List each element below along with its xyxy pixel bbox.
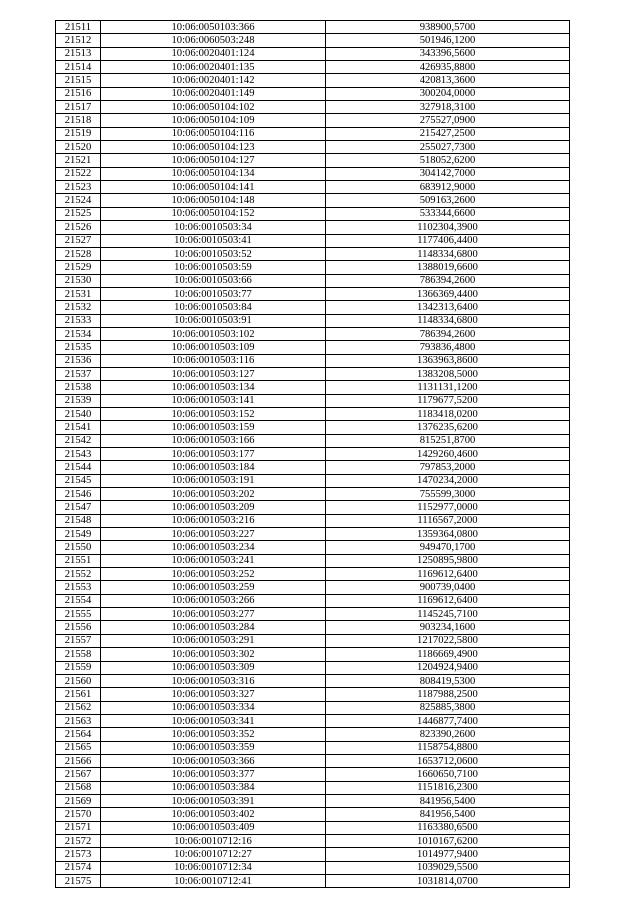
table-row bbox=[56, 861, 570, 874]
table-row bbox=[56, 234, 570, 247]
cadastral-number-cell: 10:06:0010503:352 bbox=[101, 728, 326, 741]
value-cell: 1148334,6800 bbox=[326, 247, 570, 260]
row-number-cell: 21538 bbox=[56, 381, 101, 394]
cadastral-number-cell: 10:06:0010503:109 bbox=[101, 341, 326, 354]
cadastral-number-cell: 10:06:0010503:284 bbox=[101, 621, 326, 634]
value-cell: 1470234,2000 bbox=[326, 474, 570, 487]
table-row bbox=[56, 367, 570, 380]
table-row bbox=[56, 488, 570, 501]
value-cell: 1031814,0700 bbox=[326, 875, 570, 888]
table-row bbox=[56, 21, 570, 34]
value-cell: 683912,9000 bbox=[326, 181, 570, 194]
row-number-cell: 21547 bbox=[56, 501, 101, 514]
row-number-cell: 21531 bbox=[56, 287, 101, 300]
table-row bbox=[56, 728, 570, 741]
table-row bbox=[56, 141, 570, 154]
cadastral-number-cell: 10:06:0050104:134 bbox=[101, 167, 326, 180]
row-number-cell: 21529 bbox=[56, 261, 101, 274]
cadastral-number-cell: 10:06:0010503:127 bbox=[101, 367, 326, 380]
value-cell: 1102304,3900 bbox=[326, 221, 570, 234]
table-row bbox=[56, 421, 570, 434]
cadastral-number-cell: 10:06:0010503:277 bbox=[101, 608, 326, 621]
table-row bbox=[56, 341, 570, 354]
cadastral-number-cell: 10:06:0050104:141 bbox=[101, 181, 326, 194]
value-cell: 1152977,0000 bbox=[326, 501, 570, 514]
table-row bbox=[56, 568, 570, 581]
value-cell: 1204924,9400 bbox=[326, 661, 570, 674]
row-number-cell: 21544 bbox=[56, 461, 101, 474]
cadastral-number-cell: 10:06:0050104:102 bbox=[101, 101, 326, 114]
cadastral-number-cell: 10:06:0020401:149 bbox=[101, 87, 326, 100]
cadastral-number-cell: 10:06:0050104:152 bbox=[101, 207, 326, 220]
row-number-cell: 21567 bbox=[56, 768, 101, 781]
cadastral-number-cell: 10:06:0010503:152 bbox=[101, 407, 326, 420]
row-number-cell: 21551 bbox=[56, 554, 101, 567]
cadastral-number-cell: 10:06:0020401:135 bbox=[101, 61, 326, 74]
cadastral-number-cell: 10:06:0010503:391 bbox=[101, 794, 326, 807]
table-row bbox=[56, 301, 570, 314]
row-number-cell: 21536 bbox=[56, 354, 101, 367]
row-number-cell: 21528 bbox=[56, 247, 101, 260]
table-row bbox=[56, 674, 570, 687]
row-number-cell: 21522 bbox=[56, 167, 101, 180]
table-row bbox=[56, 314, 570, 327]
value-cell: 1376235,6200 bbox=[326, 421, 570, 434]
value-cell: 1169612,6400 bbox=[326, 568, 570, 581]
table-row bbox=[56, 701, 570, 714]
cadastral-number-cell: 10:06:0050104:109 bbox=[101, 114, 326, 127]
row-number-cell: 21542 bbox=[56, 434, 101, 447]
cadastral-number-cell: 10:06:0010503:366 bbox=[101, 754, 326, 767]
cadastral-number-cell: 10:06:0010712:27 bbox=[101, 848, 326, 861]
table-row bbox=[56, 221, 570, 234]
table-row bbox=[56, 634, 570, 647]
table-row bbox=[56, 381, 570, 394]
cadastral-number-cell: 10:06:0010503:77 bbox=[101, 287, 326, 300]
row-number-cell: 21573 bbox=[56, 848, 101, 861]
table-row bbox=[56, 581, 570, 594]
table-row bbox=[56, 661, 570, 674]
value-cell: 1177406,4400 bbox=[326, 234, 570, 247]
cadastral-number-cell: 10:06:0010503:159 bbox=[101, 421, 326, 434]
cadastral-number-cell: 10:06:0010503:227 bbox=[101, 528, 326, 541]
table-row bbox=[56, 448, 570, 461]
cadastral-number-cell: 10:06:0010503:259 bbox=[101, 581, 326, 594]
row-number-cell: 21527 bbox=[56, 234, 101, 247]
table-row bbox=[56, 554, 570, 567]
value-cell: 755599,3000 bbox=[326, 488, 570, 501]
value-cell: 1116567,2000 bbox=[326, 514, 570, 527]
value-cell: 900739,0400 bbox=[326, 581, 570, 594]
value-cell: 275527,0900 bbox=[326, 114, 570, 127]
table-row bbox=[56, 61, 570, 74]
cadastral-number-cell: 10:06:0010503:409 bbox=[101, 821, 326, 834]
value-cell: 1660650,7100 bbox=[326, 768, 570, 781]
table-row bbox=[56, 394, 570, 407]
table-row bbox=[56, 274, 570, 287]
row-number-cell: 21537 bbox=[56, 367, 101, 380]
cadastral-number-cell: 10:06:0010503:84 bbox=[101, 301, 326, 314]
table-row bbox=[56, 608, 570, 621]
value-cell: 938900,5700 bbox=[326, 21, 570, 34]
table-row bbox=[56, 194, 570, 207]
cadastral-number-cell: 10:06:0010503:384 bbox=[101, 781, 326, 794]
row-number-cell: 21519 bbox=[56, 127, 101, 140]
cadastral-number-cell: 10:06:0010503:141 bbox=[101, 394, 326, 407]
table-row bbox=[56, 154, 570, 167]
cadastral-number-cell: 10:06:0010503:52 bbox=[101, 247, 326, 260]
cadastral-number-cell: 10:06:0010503:316 bbox=[101, 674, 326, 687]
table-row bbox=[56, 768, 570, 781]
row-number-cell: 21561 bbox=[56, 688, 101, 701]
cadastral-number-cell: 10:06:0010712:34 bbox=[101, 861, 326, 874]
table-row bbox=[56, 821, 570, 834]
row-number-cell: 21569 bbox=[56, 794, 101, 807]
value-cell: 518052,6200 bbox=[326, 154, 570, 167]
row-number-cell: 21565 bbox=[56, 741, 101, 754]
value-cell: 1342313,6400 bbox=[326, 301, 570, 314]
table-row bbox=[56, 541, 570, 554]
table-row bbox=[56, 501, 570, 514]
table-row bbox=[56, 407, 570, 420]
cadastral-number-cell: 10:06:0050104:127 bbox=[101, 154, 326, 167]
cadastral-number-cell: 10:06:0050104:116 bbox=[101, 127, 326, 140]
cadastral-number-cell: 10:06:0010503:166 bbox=[101, 434, 326, 447]
table-row bbox=[56, 74, 570, 87]
table-row bbox=[56, 434, 570, 447]
row-number-cell: 21555 bbox=[56, 608, 101, 621]
cadastral-number-cell: 10:06:0020401:142 bbox=[101, 74, 326, 87]
value-cell: 1039029,5500 bbox=[326, 861, 570, 874]
table-row bbox=[56, 741, 570, 754]
row-number-cell: 21550 bbox=[56, 541, 101, 554]
row-number-cell: 21553 bbox=[56, 581, 101, 594]
value-cell: 841956,5400 bbox=[326, 794, 570, 807]
cadastral-number-cell: 10:06:0010503:216 bbox=[101, 514, 326, 527]
table-row bbox=[56, 528, 570, 541]
row-number-cell: 21514 bbox=[56, 61, 101, 74]
value-cell: 1151816,2300 bbox=[326, 781, 570, 794]
cadastral-number-cell: 10:06:0020401:124 bbox=[101, 47, 326, 60]
value-cell: 903234,1600 bbox=[326, 621, 570, 634]
value-cell: 255027,7300 bbox=[326, 141, 570, 154]
table-row bbox=[56, 848, 570, 861]
row-number-cell: 21558 bbox=[56, 648, 101, 661]
table-row bbox=[56, 834, 570, 847]
cadastral-number-cell: 10:06:0010503:91 bbox=[101, 314, 326, 327]
row-number-cell: 21572 bbox=[56, 834, 101, 847]
row-number-cell: 21516 bbox=[56, 87, 101, 100]
cadastral-number-cell: 10:06:0010503:359 bbox=[101, 741, 326, 754]
row-number-cell: 21541 bbox=[56, 421, 101, 434]
cadastral-number-cell: 10:06:0050104:148 bbox=[101, 194, 326, 207]
table-row bbox=[56, 181, 570, 194]
row-number-cell: 21549 bbox=[56, 528, 101, 541]
cadastral-number-cell: 10:06:0010503:402 bbox=[101, 808, 326, 821]
row-number-cell: 21518 bbox=[56, 114, 101, 127]
row-number-cell: 21545 bbox=[56, 474, 101, 487]
table-row bbox=[56, 781, 570, 794]
row-number-cell: 21562 bbox=[56, 701, 101, 714]
table-row bbox=[56, 594, 570, 607]
cadastral-number-cell: 10:06:0010503:334 bbox=[101, 701, 326, 714]
table-row bbox=[56, 474, 570, 487]
cadastral-number-cell: 10:06:0010503:191 bbox=[101, 474, 326, 487]
value-cell: 797853,2000 bbox=[326, 461, 570, 474]
row-number-cell: 21534 bbox=[56, 327, 101, 340]
row-number-cell: 21571 bbox=[56, 821, 101, 834]
cadastral-number-cell: 10:06:0010503:202 bbox=[101, 488, 326, 501]
cadastral-number-cell: 10:06:0010503:184 bbox=[101, 461, 326, 474]
value-cell: 1145245,7100 bbox=[326, 608, 570, 621]
cadastral-number-cell: 10:06:0010503:252 bbox=[101, 568, 326, 581]
table-body bbox=[56, 21, 570, 888]
value-cell: 1183418,0200 bbox=[326, 407, 570, 420]
row-number-cell: 21523 bbox=[56, 181, 101, 194]
row-number-cell: 21530 bbox=[56, 274, 101, 287]
value-cell: 1014977,9400 bbox=[326, 848, 570, 861]
value-cell: 1158754,8800 bbox=[326, 741, 570, 754]
table-row bbox=[56, 514, 570, 527]
cadastral-number-cell: 10:06:0050103:366 bbox=[101, 21, 326, 34]
table-row bbox=[56, 875, 570, 888]
table-row bbox=[56, 688, 570, 701]
row-number-cell: 21526 bbox=[56, 221, 101, 234]
row-number-cell: 21513 bbox=[56, 47, 101, 60]
row-number-cell: 21556 bbox=[56, 621, 101, 634]
value-cell: 1186669,4900 bbox=[326, 648, 570, 661]
row-number-cell: 21539 bbox=[56, 394, 101, 407]
row-number-cell: 21543 bbox=[56, 448, 101, 461]
value-cell: 420813,3600 bbox=[326, 74, 570, 87]
row-number-cell: 21564 bbox=[56, 728, 101, 741]
value-cell: 533344,6600 bbox=[326, 207, 570, 220]
row-number-cell: 21568 bbox=[56, 781, 101, 794]
row-number-cell: 21554 bbox=[56, 594, 101, 607]
row-number-cell: 21560 bbox=[56, 674, 101, 687]
cadastral-number-cell: 10:06:0050104:123 bbox=[101, 141, 326, 154]
cadastral-number-cell: 10:06:0010503:327 bbox=[101, 688, 326, 701]
value-cell: 825885,3800 bbox=[326, 701, 570, 714]
table-row bbox=[56, 648, 570, 661]
table-row bbox=[56, 808, 570, 821]
value-cell: 841956,5400 bbox=[326, 808, 570, 821]
row-number-cell: 21520 bbox=[56, 141, 101, 154]
row-number-cell: 21575 bbox=[56, 875, 101, 888]
row-number-cell: 21548 bbox=[56, 514, 101, 527]
row-number-cell: 21535 bbox=[56, 341, 101, 354]
cadastral-number-cell: 10:06:0010503:241 bbox=[101, 554, 326, 567]
row-number-cell: 21521 bbox=[56, 154, 101, 167]
value-cell: 300204,0000 bbox=[326, 87, 570, 100]
cadastral-number-cell: 10:06:0010503:66 bbox=[101, 274, 326, 287]
cadastral-number-cell: 10:06:0010503:266 bbox=[101, 594, 326, 607]
value-cell: 793836,4800 bbox=[326, 341, 570, 354]
table-row bbox=[56, 101, 570, 114]
row-number-cell: 21512 bbox=[56, 34, 101, 47]
row-number-cell: 21557 bbox=[56, 634, 101, 647]
table-row bbox=[56, 287, 570, 300]
value-cell: 1131131,1200 bbox=[326, 381, 570, 394]
value-cell: 823390,2600 bbox=[326, 728, 570, 741]
value-cell: 509163,2600 bbox=[326, 194, 570, 207]
value-cell: 215427,2500 bbox=[326, 127, 570, 140]
cadastral-number-cell: 10:06:0010503:59 bbox=[101, 261, 326, 274]
value-cell: 1383208,5000 bbox=[326, 367, 570, 380]
row-number-cell: 21574 bbox=[56, 861, 101, 874]
cadastral-number-cell: 10:06:0010712:16 bbox=[101, 834, 326, 847]
row-number-cell: 21540 bbox=[56, 407, 101, 420]
cadastral-number-cell: 10:06:0010503:234 bbox=[101, 541, 326, 554]
value-cell: 1653712,0600 bbox=[326, 754, 570, 767]
row-number-cell: 21559 bbox=[56, 661, 101, 674]
value-cell: 1429260,4600 bbox=[326, 448, 570, 461]
table-row bbox=[56, 114, 570, 127]
cadastral-value-table bbox=[55, 20, 570, 888]
value-cell: 327918,3100 bbox=[326, 101, 570, 114]
cadastral-number-cell: 10:06:0010503:209 bbox=[101, 501, 326, 514]
table-row bbox=[56, 327, 570, 340]
table-row bbox=[56, 714, 570, 727]
value-cell: 815251,8700 bbox=[326, 434, 570, 447]
table-row bbox=[56, 247, 570, 260]
value-cell: 304142,7000 bbox=[326, 167, 570, 180]
cadastral-number-cell: 10:06:0010503:291 bbox=[101, 634, 326, 647]
table-row bbox=[56, 207, 570, 220]
cadastral-number-cell: 10:06:0010503:102 bbox=[101, 327, 326, 340]
cadastral-number-cell: 10:06:0010503:177 bbox=[101, 448, 326, 461]
table-row bbox=[56, 47, 570, 60]
value-cell: 1179677,5200 bbox=[326, 394, 570, 407]
value-cell: 786394,2600 bbox=[326, 274, 570, 287]
table-row bbox=[56, 127, 570, 140]
value-cell: 1217022,5800 bbox=[326, 634, 570, 647]
cadastral-number-cell: 10:06:0010503:34 bbox=[101, 221, 326, 234]
row-number-cell: 21570 bbox=[56, 808, 101, 821]
cadastral-number-cell: 10:06:0010503:302 bbox=[101, 648, 326, 661]
value-cell: 1169612,6400 bbox=[326, 594, 570, 607]
row-number-cell: 21546 bbox=[56, 488, 101, 501]
cadastral-number-cell: 10:06:0010503:341 bbox=[101, 714, 326, 727]
value-cell: 1187988,2500 bbox=[326, 688, 570, 701]
table-row bbox=[56, 167, 570, 180]
value-cell: 501946,1200 bbox=[326, 34, 570, 47]
value-cell: 1163380,6500 bbox=[326, 821, 570, 834]
cadastral-number-cell: 10:06:0060503:248 bbox=[101, 34, 326, 47]
row-number-cell: 21552 bbox=[56, 568, 101, 581]
cadastral-number-cell: 10:06:0010503:134 bbox=[101, 381, 326, 394]
table-row bbox=[56, 354, 570, 367]
table-row bbox=[56, 754, 570, 767]
row-number-cell: 21515 bbox=[56, 74, 101, 87]
table-row bbox=[56, 794, 570, 807]
value-cell: 1363963,8600 bbox=[326, 354, 570, 367]
value-cell: 808419,5300 bbox=[326, 674, 570, 687]
cadastral-number-cell: 10:06:0010503:309 bbox=[101, 661, 326, 674]
value-cell: 343396,5600 bbox=[326, 47, 570, 60]
row-number-cell: 21517 bbox=[56, 101, 101, 114]
row-number-cell: 21533 bbox=[56, 314, 101, 327]
value-cell: 949470,1700 bbox=[326, 541, 570, 554]
value-cell: 1446877,7400 bbox=[326, 714, 570, 727]
cadastral-number-cell: 10:06:0010712:41 bbox=[101, 875, 326, 888]
row-number-cell: 21566 bbox=[56, 754, 101, 767]
row-number-cell: 21511 bbox=[56, 21, 101, 34]
table-row bbox=[56, 621, 570, 634]
row-number-cell: 21524 bbox=[56, 194, 101, 207]
value-cell: 1359364,0800 bbox=[326, 528, 570, 541]
value-cell: 1148334,6800 bbox=[326, 314, 570, 327]
value-cell: 426935,8800 bbox=[326, 61, 570, 74]
value-cell: 1388019,6600 bbox=[326, 261, 570, 274]
cadastral-number-cell: 10:06:0010503:116 bbox=[101, 354, 326, 367]
cadastral-number-cell: 10:06:0010503:377 bbox=[101, 768, 326, 781]
value-cell: 1250895,9800 bbox=[326, 554, 570, 567]
cadastral-number-cell: 10:06:0010503:41 bbox=[101, 234, 326, 247]
table-row bbox=[56, 34, 570, 47]
value-cell: 786394,2600 bbox=[326, 327, 570, 340]
table-row bbox=[56, 261, 570, 274]
row-number-cell: 21532 bbox=[56, 301, 101, 314]
table-row bbox=[56, 461, 570, 474]
row-number-cell: 21563 bbox=[56, 714, 101, 727]
value-cell: 1010167,6200 bbox=[326, 834, 570, 847]
value-cell: 1366369,4400 bbox=[326, 287, 570, 300]
table-row bbox=[56, 87, 570, 100]
row-number-cell: 21525 bbox=[56, 207, 101, 220]
